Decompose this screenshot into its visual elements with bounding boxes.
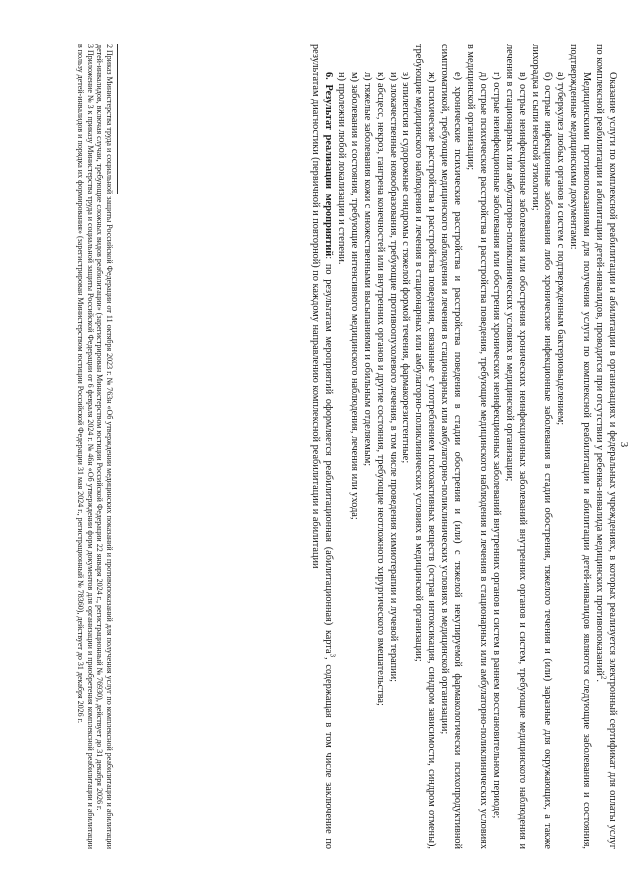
list-item: н) пролежни любой локализации и степени. xyxy=(335,72,347,265)
footnotes xyxy=(76,44,114,849)
footnote-ref-2: 2 xyxy=(599,675,608,680)
list-item: б) острые инфекционные заболевания либо хронические инфекционные заболевания в стадии обострения, тяжелого течения и (или) заразные для окружающих, а также лихорадка и сыпи неясной этиологии; xyxy=(529,44,554,849)
list-item: е) хронические психические расстройства и расстройства поведения в стадии обострения и (или) с тяжелой некупируемой фармакологически психопродуктивной симптоматикой, требующие медицинского наблюдения и лечения в стационарных или амбулаторно-поликлинических условиях в медицинской организации; xyxy=(439,44,464,849)
list-item: и) злокачественные новообразования, требующие противоопухолевого лечения, в том числе проведения химиотерапии и лучевой терапии; xyxy=(387,72,399,682)
list-item: м) заболевания и состояния, требующие интенсивного медицинского наблюдения, лечения или ухода; xyxy=(348,72,360,520)
list-item: в) острые неинфекционные заболевания или обострения хронических неинфекционных заболеваний внутренних органов и систем, требующие медицинского наблюдения и лечения в стационарных или амбулаторно-поликлинических условиях в медицинской организации; xyxy=(503,44,528,849)
list-item: г) острые неинфекционные заболевания или обострения хронических неинфекционных заболеваний внутренних органов и систем в раннем восстановительном периоде; xyxy=(490,72,502,819)
document-body xyxy=(308,44,618,849)
list-item: д) острые психические расстройства и расстройства поведения, требующие медицинского наблюдения и лечения в стационарных или амбулаторно-поликлинических условиях в медицинской организации; xyxy=(465,44,489,849)
list-item: з) эпилепсия и судорожные синдромы с тяжелой формой течения, фармакорезистентные; xyxy=(400,72,412,464)
footnote-divider xyxy=(117,44,118,194)
list-item: л) тяжелые заболевания кожи с множественными высыпаниями и обильным отделяемым; xyxy=(361,72,373,467)
list-item: а) туберкулез любых органов и систем с подтвержденным бактериовыделением; xyxy=(555,72,567,426)
section-result: 6. Результат реализации мероприятий: по результатам мероприятий оформляется реабилитационная (абилитационная) карта$^3$, содержащая в том числе заключение по результатам диагностики (первичной и повторной) по каждому направлению комплексной реабилитации и абилитации xyxy=(310,44,337,850)
paragraph-intro: Оказание услуги по комплексной реабилитации и абилитации в организациях и федеральных учреждениях, в которых реализуется электронный сертификат для оплаты услуг по комплексной реабилитации и абилитации детей-инвалидов, проводится при отсутствии у ребенка-инвалида медицинских противопоказаний$^2$. xyxy=(594,44,618,849)
paragraph-contraindications: Медицинскими противопоказаниями для получения услуги по комплексной реабилитации и абилитации детей-инвалидов являются следующие заболевания и состояния, подтвержденные медицинскими документами: xyxy=(568,44,593,849)
footnote: 2 Приказ Министерства труда и социальной защиты Российской Федерации от 11 октября 2023 г. № 763н «Об утверждении медицинских показаний и противопоказаний для получения услуг по комплексной реабилитации и абилитации детей-инвалидов, включая случаи, требующие сложных видов реабилитации» (зарегистрирован Министерством юстиции Российской Федерации 22 января 2024 г., регистрационный № 76930), действует до 31 декабря 2026 г. xyxy=(95,44,114,849)
footnote-ref-3: 3 xyxy=(328,653,337,658)
page-number: 3 xyxy=(618,441,630,448)
section-heading: 6. Результат реализации мероприятий xyxy=(323,72,335,257)
footnote: 3 Приложение № 3 к приказу Министерства труда и социальной защиты Российской Федерации от 6 февраля 2024 г. № 46н «Об утверждении форм документов для организации и приобретения комплексной реабилитации и абилитации в пользу детей-инвалидов и порядка их формирования» (зарегистрирован Министерством юстиции Российской Федерации 31 мая 2024 г., регистрационный № 78360), действует до 31 декабря 2026 г. xyxy=(76,44,95,849)
list-item: ж) психические расстройства и расстройства поведения, связанные с употреблением психоактивных веществ (острая интоксикация, синдром зависимости, синдром отмены), требующие медицинского наблюдения и лечения в стационарных или амбулаторно-поликлинических условиях в медицинской организации; xyxy=(413,44,438,849)
list-item: к) абсцесс, некроз, гангрена конечностей или внутренних органов и другие состояния, требующие неотложного хирургического вмешательства; xyxy=(374,72,386,706)
